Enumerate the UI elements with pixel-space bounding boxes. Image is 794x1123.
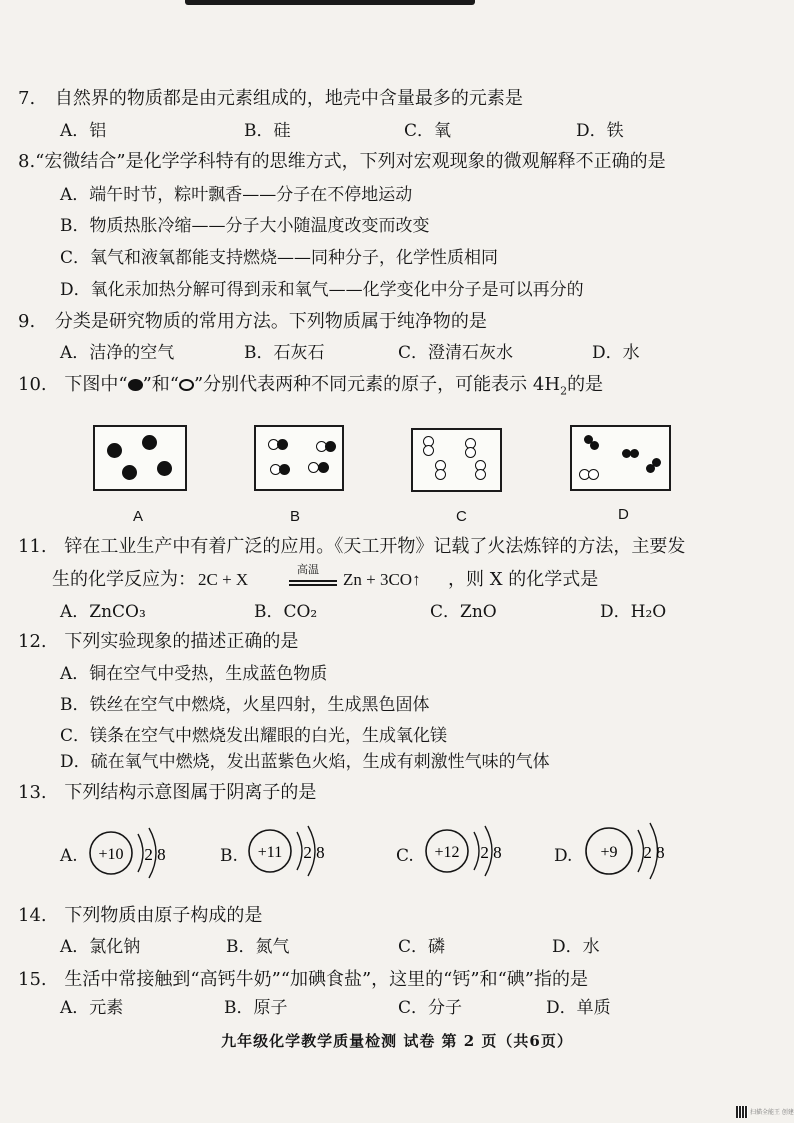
option-a: A．铜在空气中受热，生成蓝色物质 bbox=[60, 664, 328, 684]
atom-structure-a bbox=[88, 822, 188, 886]
black-atom bbox=[157, 461, 172, 476]
question-11-tail: ，则 X 的化学式是 bbox=[448, 569, 599, 590]
white-atom-icon bbox=[179, 379, 194, 391]
question-stem: 锌在工业生产中有着广泛的应用。《天工开物》记载了火法炼锌的方法，主要发 bbox=[64, 536, 686, 557]
question-number: 14. bbox=[18, 905, 47, 926]
option-c: C．氧气和液氧都能支持燃烧——同种分子，化学性质相同 bbox=[60, 248, 499, 268]
white-atom bbox=[423, 445, 434, 456]
black-atom bbox=[652, 458, 661, 467]
option-d: D．H₂O bbox=[600, 602, 667, 622]
white-atom bbox=[475, 469, 486, 480]
electron-shells: 2 8 bbox=[480, 843, 502, 862]
option-a: A．氯化钠 bbox=[60, 937, 141, 957]
question-number: 11. bbox=[18, 536, 47, 557]
option-a-letter: A. bbox=[60, 846, 78, 866]
scan-edge bbox=[185, 0, 475, 5]
option-c: C．分子 bbox=[398, 998, 463, 1018]
option-b: B．石灰石 bbox=[244, 343, 325, 363]
option-b: B．原子 bbox=[224, 998, 288, 1018]
question-number: 7. bbox=[18, 88, 36, 109]
question-number: 13. bbox=[18, 782, 47, 803]
black-atom bbox=[142, 435, 157, 450]
question-11 bbox=[18, 536, 685, 558]
equation-bar bbox=[289, 584, 337, 586]
question-stem: 分类是研究物质的常用方法。下列物质属于纯净物的是 bbox=[54, 311, 487, 332]
question-stem: ”和“ bbox=[142, 374, 179, 395]
atom-structure-d bbox=[584, 818, 684, 888]
equation-right: Zn + 3CO↑ bbox=[343, 570, 421, 589]
question-stem: 下列实验现象的描述正确的是 bbox=[64, 631, 299, 652]
question-stem: 下图中“ bbox=[64, 374, 128, 395]
option-a: A．铝 bbox=[60, 121, 107, 141]
black-atom-icon bbox=[128, 379, 143, 391]
option-d: D．铁 bbox=[576, 121, 624, 141]
black-atom bbox=[277, 439, 288, 450]
nucleus-charge: +11 bbox=[257, 844, 283, 861]
question-stem: 下列物质由原子构成的是 bbox=[64, 905, 263, 926]
question-15 bbox=[18, 969, 588, 991]
black-atom bbox=[107, 443, 122, 458]
question-stem: 下列结构示意图属于阴离子的是 bbox=[64, 782, 317, 803]
atom-structure-b bbox=[247, 820, 347, 886]
option-a: A．ZnCO₃ bbox=[60, 602, 146, 622]
diagram-box-d bbox=[570, 425, 671, 491]
electron-shells: 2 8 bbox=[144, 845, 166, 864]
question-7 bbox=[18, 88, 523, 110]
question-number: 9. bbox=[18, 311, 36, 332]
white-atom bbox=[465, 447, 476, 458]
option-b: B．氮气 bbox=[226, 937, 290, 957]
option-b-letter: B. bbox=[220, 846, 238, 866]
diagram-label-b: B bbox=[290, 508, 301, 525]
question-12 bbox=[18, 631, 298, 653]
question-stem: 生活中常接触到“高钙牛奶”“加碘食盐”，这里的“钙”和“碘”指的是 bbox=[64, 969, 588, 990]
option-c: C．磷 bbox=[398, 937, 446, 957]
diagram-box-b bbox=[254, 425, 344, 491]
question-stem: 的是 bbox=[567, 374, 604, 395]
option-d: D．水 bbox=[592, 343, 640, 363]
question-11-line2: 生的化学反应为： bbox=[52, 569, 196, 590]
question-14 bbox=[18, 905, 262, 927]
equation-bar bbox=[289, 580, 337, 582]
question-10 bbox=[18, 374, 603, 403]
black-atom bbox=[318, 462, 329, 473]
option-b: B．物质热胀冷缩——分子大小随温度改变而改变 bbox=[60, 216, 430, 236]
scanner-watermark: 扫描全能王 创建 bbox=[750, 1109, 794, 1116]
option-b: B．铁丝在空气中燃烧，火星四射，生成黑色固体 bbox=[60, 695, 430, 715]
question-number: 10. bbox=[18, 374, 47, 395]
option-d-letter: D. bbox=[554, 846, 573, 866]
diagram-box-a bbox=[93, 425, 187, 491]
option-a: A．洁净的空气 bbox=[60, 343, 175, 363]
option-a: A．端午时节，粽叶飘香——分子在不停地运动 bbox=[60, 185, 413, 205]
electron-shells: 2 8 bbox=[303, 843, 325, 862]
black-atom bbox=[590, 441, 599, 450]
black-atom bbox=[325, 441, 336, 452]
reaction-condition: 高温 bbox=[297, 563, 319, 576]
option-c: C．镁条在空气中燃烧发出耀眼的白光，生成氧化镁 bbox=[60, 726, 448, 746]
nucleus-charge: +10 bbox=[98, 846, 124, 863]
option-d: D．水 bbox=[552, 937, 600, 957]
nucleus-charge: +9 bbox=[600, 844, 618, 861]
white-atom bbox=[435, 469, 446, 480]
question-stem: ”分别代表两种不同元素的原子，可能表示 4H bbox=[193, 374, 561, 395]
black-atom bbox=[122, 465, 137, 480]
black-atom bbox=[279, 464, 290, 475]
question-number: 12. bbox=[18, 631, 47, 652]
page-footer: 九年级化学教学质量检测 试卷 第 2 页（共6页） bbox=[221, 1032, 573, 1050]
option-b: B．CO₂ bbox=[254, 602, 318, 622]
option-b: B．硅 bbox=[244, 121, 291, 141]
subscript: 2 bbox=[560, 384, 568, 398]
option-d: D．氧化汞加热分解可得到汞和氧气——化学变化中分子是可以再分的 bbox=[60, 280, 584, 300]
white-atom bbox=[588, 469, 599, 480]
option-c: C．澄清石灰水 bbox=[398, 343, 514, 363]
qr-code-icon bbox=[736, 1106, 748, 1118]
black-atom bbox=[630, 449, 639, 458]
question-13 bbox=[18, 782, 316, 804]
diagram-label-a: A bbox=[133, 508, 144, 525]
option-a: A．元素 bbox=[60, 998, 124, 1018]
diagram-label-d: D bbox=[618, 506, 629, 523]
diagram-box-c bbox=[411, 428, 502, 492]
equation-left: 2C + X bbox=[198, 570, 249, 589]
option-c: C．ZnO bbox=[430, 602, 497, 622]
nucleus-charge: +12 bbox=[434, 844, 460, 861]
atom-structure-c bbox=[424, 820, 524, 886]
option-c-letter: C. bbox=[396, 846, 414, 866]
electron-shells: 2 8 bbox=[643, 843, 665, 862]
question-8: 8.“宏微结合”是化学学科特有的思维方式，下列对宏观现象的微观解释不正确的是 bbox=[18, 151, 666, 172]
question-number: 15. bbox=[18, 969, 47, 990]
diagram-label-c: C bbox=[456, 508, 467, 525]
question-stem: 自然界的物质都是由元素组成的，地壳中含量最多的元素是 bbox=[54, 88, 523, 109]
option-d: D．硫在氧气中燃烧，发出蓝紫色火焰，生成有刺激性气味的气体 bbox=[60, 752, 550, 772]
option-d: D．单质 bbox=[546, 998, 611, 1018]
option-c: C．氧 bbox=[404, 121, 452, 141]
question-9 bbox=[18, 311, 487, 333]
